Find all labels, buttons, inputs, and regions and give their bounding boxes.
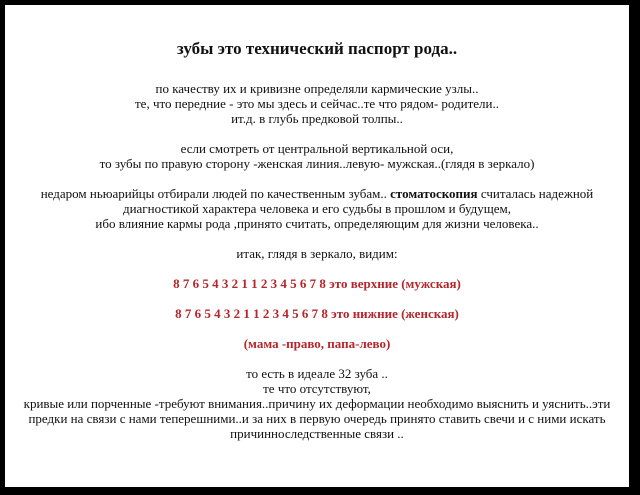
lower-teeth-line: 8 7 6 5 4 3 2 1 1 2 3 4 5 6 7 8 это нижние (женская) [175,306,459,321]
side-note-line: (мама -право, папа-лево) [243,336,391,351]
text-line-2: те, что передние - это мы здесь и сейчас..те что рядом- родители.. [135,96,499,111]
text-line-6-bold-term: стоматоскопия [390,186,478,201]
text-line-6-start: недаром ньюарийцы отбирали людей по качественным зубам.. [40,186,387,201]
document-title: зубы это технический паспорт рода.. [176,39,458,58]
text-line-6-end: считалась надежной [480,186,594,201]
text-line-5: то зубы по правую сторону -женская линия..левую- мужская..(глядя в зеркало) [99,156,535,171]
text-line-13: предки на связи с нами теперешними..и за них в первую очередь принято ставить свечи и с ними искать [28,411,606,426]
document-page [5,5,629,487]
upper-teeth-line: 8 7 6 5 4 3 2 1 1 2 3 4 5 6 7 8 это верхние (мужская) [173,276,461,291]
text-line-12: кривые или порченные -требуют внимания..причину их деформации необходимо выяснить и уяснить..эти [23,396,611,411]
text-line-10: то есть в идеале 32 зуба .. [246,366,388,381]
text-line-4: если смотреть от центральной вертикальной оси, [180,141,454,156]
text-line-3: ит.д. в глубь предковой толпы.. [231,111,403,126]
text-line-8: ибо влияние кармы рода ,принято считать, определяющим для жизни человека.. [95,216,539,231]
text-line-11: те что отсутствуют, [263,381,371,396]
text-line-14: причинноследственные связи .. [230,426,404,441]
text-line-1: по качеству их и кривизне определяли кармические узлы.. [155,81,479,96]
text-line-7: диагностикой характера человека и его судьбы в прошлом и будущем, [122,201,512,216]
text-line-6 [5,186,629,202]
text-line-9: итак, глядя в зеркало, видим: [236,246,398,261]
